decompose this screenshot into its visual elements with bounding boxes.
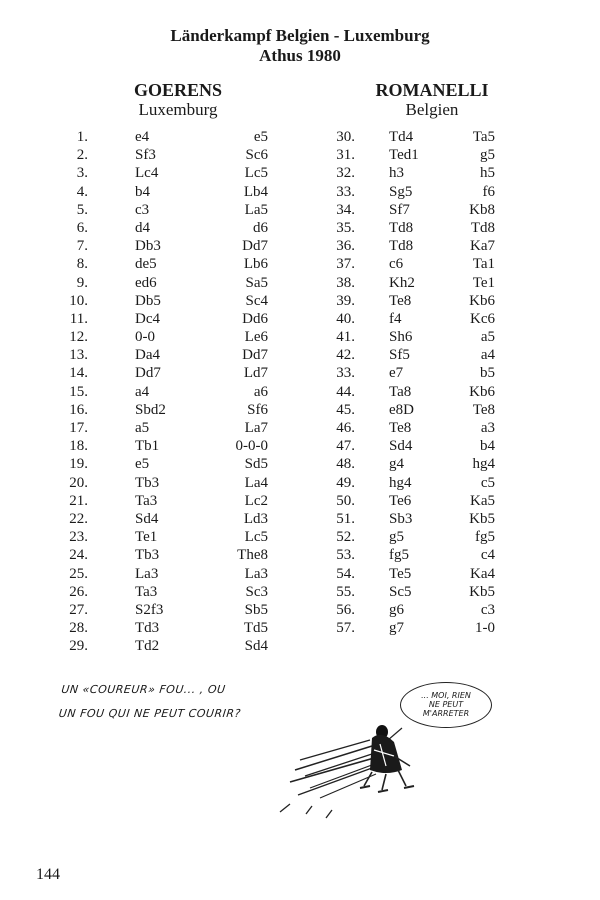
black-move: The8: [237, 547, 268, 564]
move-number: 2.: [76, 147, 88, 164]
player-black-name: ROMANELLI: [375, 80, 489, 100]
black-move: f6: [482, 183, 495, 200]
white-move: Dd7: [135, 365, 161, 382]
black-move: Sd5: [244, 456, 268, 473]
white-move: Ta3: [135, 492, 158, 509]
move-row: [300, 492, 510, 510]
move-row: [0, 637, 300, 655]
move-row: [300, 510, 510, 528]
white-move: hg4: [389, 474, 412, 491]
speech-bubble-line-1: ... MOI, RIEN: [421, 691, 471, 700]
move-number: 13.: [69, 347, 88, 364]
move-row: [0, 455, 300, 473]
player-white-name: GOERENS: [133, 80, 223, 100]
move-number: 48.: [336, 456, 355, 473]
move-number: 53.: [336, 547, 355, 564]
white-move: Db3: [135, 238, 161, 255]
move-row: [300, 346, 510, 364]
move-row: [300, 565, 510, 583]
move-number: 52.: [336, 529, 355, 546]
white-move: Ted1: [389, 147, 419, 164]
page-subtitle: Athus 1980: [259, 46, 341, 65]
move-row: [300, 310, 510, 328]
move-number: 39.: [336, 292, 355, 309]
move-row: [300, 528, 510, 546]
black-move: Kb5: [469, 510, 495, 527]
move-number: 51.: [336, 510, 355, 527]
white-move: 0-0: [135, 329, 155, 346]
moves-column-left: [0, 128, 300, 655]
white-move: h3: [389, 165, 404, 182]
move-number: 54.: [336, 565, 355, 582]
white-move: e5: [135, 456, 150, 473]
white-move: Te5: [389, 565, 412, 582]
white-move: f4: [389, 310, 402, 327]
move-row: [0, 237, 300, 255]
black-move: Ka4: [470, 565, 495, 582]
white-move: Sc5: [389, 583, 412, 600]
move-row: [300, 546, 510, 564]
white-move: Ta8: [389, 383, 412, 400]
white-move: e7: [389, 365, 404, 382]
white-move: Td4: [389, 129, 414, 145]
player-black-country: Belgien: [405, 100, 459, 119]
move-number: 45.: [336, 401, 355, 418]
white-move: Sb3: [389, 510, 413, 527]
black-move: Td5: [243, 620, 268, 637]
move-number: 55.: [336, 583, 355, 600]
white-move: g4: [389, 456, 404, 473]
white-move: g5: [389, 529, 404, 546]
move-row: [0, 401, 300, 419]
move-row: [300, 201, 510, 219]
white-move: Td3: [135, 620, 160, 637]
cartoon-caption-line-2: UN FOU QUI NE PEUT COURIR?: [58, 707, 242, 720]
black-move: 1-0: [475, 620, 495, 637]
black-move: Te1: [472, 274, 495, 291]
black-move: e5: [253, 129, 268, 145]
move-row: [0, 510, 300, 528]
page-title: Länderkampf Belgien - Luxemburg: [170, 26, 430, 45]
move-row: [0, 583, 300, 601]
black-move: b4: [480, 438, 495, 455]
move-row: [0, 274, 300, 292]
black-move: Kc6: [470, 310, 495, 327]
player-white: [108, 80, 248, 120]
black-move: a3: [480, 420, 495, 436]
move-number: 11.: [69, 310, 88, 327]
move-number: 21.: [69, 492, 88, 509]
move-number: 44.: [336, 383, 355, 400]
move-row: [300, 364, 510, 382]
move-row: [0, 146, 300, 164]
white-move: Sd4: [389, 438, 413, 455]
move-number: 30.: [336, 129, 355, 145]
black-move: Lc5: [244, 529, 268, 546]
move-number: 33.: [336, 183, 355, 200]
move-row: [300, 455, 510, 473]
white-move: Td8: [389, 219, 414, 236]
move-number: 29.: [69, 638, 88, 655]
black-move: Ka7: [470, 238, 495, 255]
move-row: [300, 183, 510, 201]
move-number: 56.: [336, 601, 355, 618]
move-row: [0, 565, 300, 583]
move-row: [0, 219, 300, 237]
black-move: Kb6: [469, 383, 495, 400]
move-row: [300, 583, 510, 601]
move-row: [0, 619, 300, 637]
move-row: [0, 419, 300, 437]
move-row: [300, 383, 510, 401]
move-number: 18.: [69, 438, 88, 455]
black-move: d6: [253, 219, 268, 236]
move-number: 24.: [69, 547, 88, 564]
black-move: c4: [480, 547, 495, 564]
move-number: 27.: [69, 601, 88, 618]
black-move: Dd7: [242, 347, 268, 364]
move-number: 40.: [336, 310, 355, 327]
white-move: Dc4: [135, 310, 160, 327]
black-move: Lc5: [244, 165, 268, 182]
black-move: La4: [244, 474, 268, 491]
move-number: 12.: [69, 329, 88, 346]
white-move: Sf5: [389, 347, 410, 364]
cartoon-caption: [57, 678, 244, 726]
move-number: 22.: [69, 510, 88, 527]
black-move: Sc6: [245, 147, 268, 164]
move-row: [300, 219, 510, 237]
move-row: [300, 292, 510, 310]
white-move: Ta3: [135, 583, 158, 600]
move-number: 46.: [336, 420, 355, 436]
move-row: [0, 383, 300, 401]
move-number: 35.: [336, 219, 355, 236]
move-number: 10.: [69, 292, 88, 309]
running-bishop-drawing: [260, 700, 500, 820]
black-move: c5: [480, 474, 495, 491]
cartoon-caption-line-1: UN «COUREUR» FOU... , OU: [60, 683, 227, 696]
white-move: La3: [135, 565, 159, 582]
move-row: [0, 364, 300, 382]
move-number: 36.: [336, 238, 355, 255]
move-number: 15.: [69, 383, 88, 400]
move-number: 5.: [76, 201, 88, 218]
black-move: Td8: [470, 219, 495, 236]
move-number: 32.: [336, 165, 355, 182]
move-number: 25.: [69, 565, 88, 582]
move-number: 49.: [336, 474, 355, 491]
black-move: Ld7: [243, 365, 268, 382]
white-move: Tb3: [135, 474, 160, 491]
black-move: Sf6: [247, 401, 268, 418]
white-move: Sg5: [389, 183, 413, 200]
move-row: [300, 401, 510, 419]
black-move: fg5: [475, 529, 495, 546]
move-row: [0, 492, 300, 510]
move-row: [0, 528, 300, 546]
black-move: Ta5: [472, 129, 495, 145]
move-number: 38.: [336, 274, 355, 291]
white-move: d4: [135, 219, 150, 236]
black-move: Lc2: [244, 492, 268, 509]
black-move: Sc3: [245, 583, 268, 600]
black-move: a6: [253, 383, 268, 400]
move-row: [0, 346, 300, 364]
white-move: S2f3: [135, 601, 164, 618]
black-move: Sa5: [245, 274, 268, 291]
white-move: Kh2: [389, 274, 415, 291]
white-move: e4: [135, 129, 150, 145]
move-number: 33.: [336, 365, 355, 382]
move-row: [0, 546, 300, 564]
move-row: [0, 164, 300, 182]
move-number: 14.: [69, 365, 88, 382]
black-move: Sb5: [244, 601, 268, 618]
black-move: Kb8: [469, 201, 495, 218]
black-move: Te8: [472, 401, 495, 418]
white-move: Te8: [389, 420, 412, 436]
move-row: [300, 146, 510, 164]
white-move: Td2: [135, 638, 160, 655]
black-move: a5: [480, 329, 495, 346]
black-move: Ld3: [243, 510, 268, 527]
white-move: g7: [389, 620, 404, 637]
white-move: Tb3: [135, 547, 160, 564]
move-number: 47.: [336, 438, 355, 455]
black-move: Lb4: [243, 183, 268, 200]
white-move: Td8: [389, 238, 414, 255]
move-number: 19.: [69, 456, 88, 473]
move-row: [300, 601, 510, 619]
black-move: La3: [244, 565, 268, 582]
move-row: [300, 474, 510, 492]
white-move: Te6: [389, 492, 412, 509]
move-row: [300, 437, 510, 455]
move-row: [0, 328, 300, 346]
white-move: Da4: [135, 347, 160, 364]
move-row: [0, 437, 300, 455]
move-row: [0, 255, 300, 273]
move-row: [0, 201, 300, 219]
white-move: a4: [135, 383, 150, 400]
move-row: [300, 419, 510, 437]
move-number: 17.: [69, 420, 88, 436]
move-number: 50.: [336, 492, 355, 509]
move-row: [0, 310, 300, 328]
move-number: 1.: [76, 129, 88, 145]
white-move: Tb1: [135, 438, 160, 455]
move-number: 16.: [69, 401, 88, 418]
move-number: 31.: [336, 147, 355, 164]
move-number: 34.: [336, 201, 355, 218]
black-move: h5: [480, 165, 495, 182]
white-move: a5: [135, 420, 150, 436]
white-move: fg5: [389, 547, 409, 564]
black-move: Dd7: [242, 238, 268, 255]
black-move: La5: [244, 201, 268, 218]
move-row: [0, 128, 300, 146]
white-move: g6: [389, 601, 404, 618]
page-number: 144: [36, 866, 60, 883]
move-number: 7.: [76, 238, 88, 255]
white-move: Sh6: [389, 329, 413, 346]
white-move: Sd4: [135, 510, 159, 527]
black-move: hg4: [472, 456, 495, 473]
move-number: 8.: [76, 256, 88, 273]
move-number: 57.: [336, 620, 355, 637]
white-move: Db5: [135, 292, 161, 309]
white-move: ed6: [135, 274, 157, 291]
black-move: Lb6: [243, 256, 268, 273]
white-move: de5: [135, 256, 157, 273]
move-number: 23.: [69, 529, 88, 546]
white-move: Sf3: [135, 147, 156, 164]
white-move: Lc4: [135, 165, 159, 182]
black-move: Ka5: [470, 492, 495, 509]
black-move: a4: [480, 347, 495, 364]
white-move: e8D: [389, 401, 414, 418]
move-row: [0, 292, 300, 310]
move-row: [0, 183, 300, 201]
black-move: Kb5: [469, 583, 495, 600]
move-number: 20.: [69, 474, 88, 491]
moves-column-right: [300, 128, 510, 637]
white-move: Te1: [135, 529, 158, 546]
white-move: Sf7: [389, 201, 410, 218]
move-row: [300, 619, 510, 637]
black-move: c3: [480, 601, 495, 618]
move-row: [300, 237, 510, 255]
move-row: [300, 255, 510, 273]
move-row: [300, 164, 510, 182]
black-move: b5: [480, 365, 495, 382]
move-row: [300, 328, 510, 346]
white-move: Te8: [389, 292, 412, 309]
move-number: 42.: [336, 347, 355, 364]
move-row: [300, 274, 510, 292]
black-move: La7: [244, 420, 268, 436]
player-black: [362, 80, 502, 120]
white-move: c3: [135, 201, 150, 218]
player-white-country: Luxemburg: [138, 100, 218, 119]
move-row: [300, 128, 510, 146]
speech-bubble-line-3: M'ARRETER: [422, 709, 470, 718]
move-number: 4.: [76, 183, 88, 200]
black-move: Sc4: [245, 292, 268, 309]
white-move: Sbd2: [135, 401, 166, 418]
move-number: 6.: [76, 219, 88, 236]
speech-bubble-line-2: NE PEUT: [428, 700, 464, 709]
white-move: c6: [389, 256, 404, 273]
move-row: [0, 601, 300, 619]
move-number: 37.: [336, 256, 355, 273]
black-move: Kb6: [469, 292, 495, 309]
black-move: Ta1: [472, 256, 495, 273]
move-number: 9.: [76, 274, 88, 291]
white-move: b4: [135, 183, 150, 200]
black-move: Sd4: [244, 638, 268, 655]
move-row: [0, 474, 300, 492]
black-move: Le6: [244, 329, 268, 346]
move-number: 3.: [76, 165, 88, 182]
black-move: 0-0-0: [235, 438, 268, 455]
move-number: 28.: [69, 620, 88, 637]
move-number: 26.: [69, 583, 88, 600]
black-move: Dd6: [242, 310, 268, 327]
black-move: g5: [480, 147, 495, 164]
move-number: 41.: [336, 329, 355, 346]
